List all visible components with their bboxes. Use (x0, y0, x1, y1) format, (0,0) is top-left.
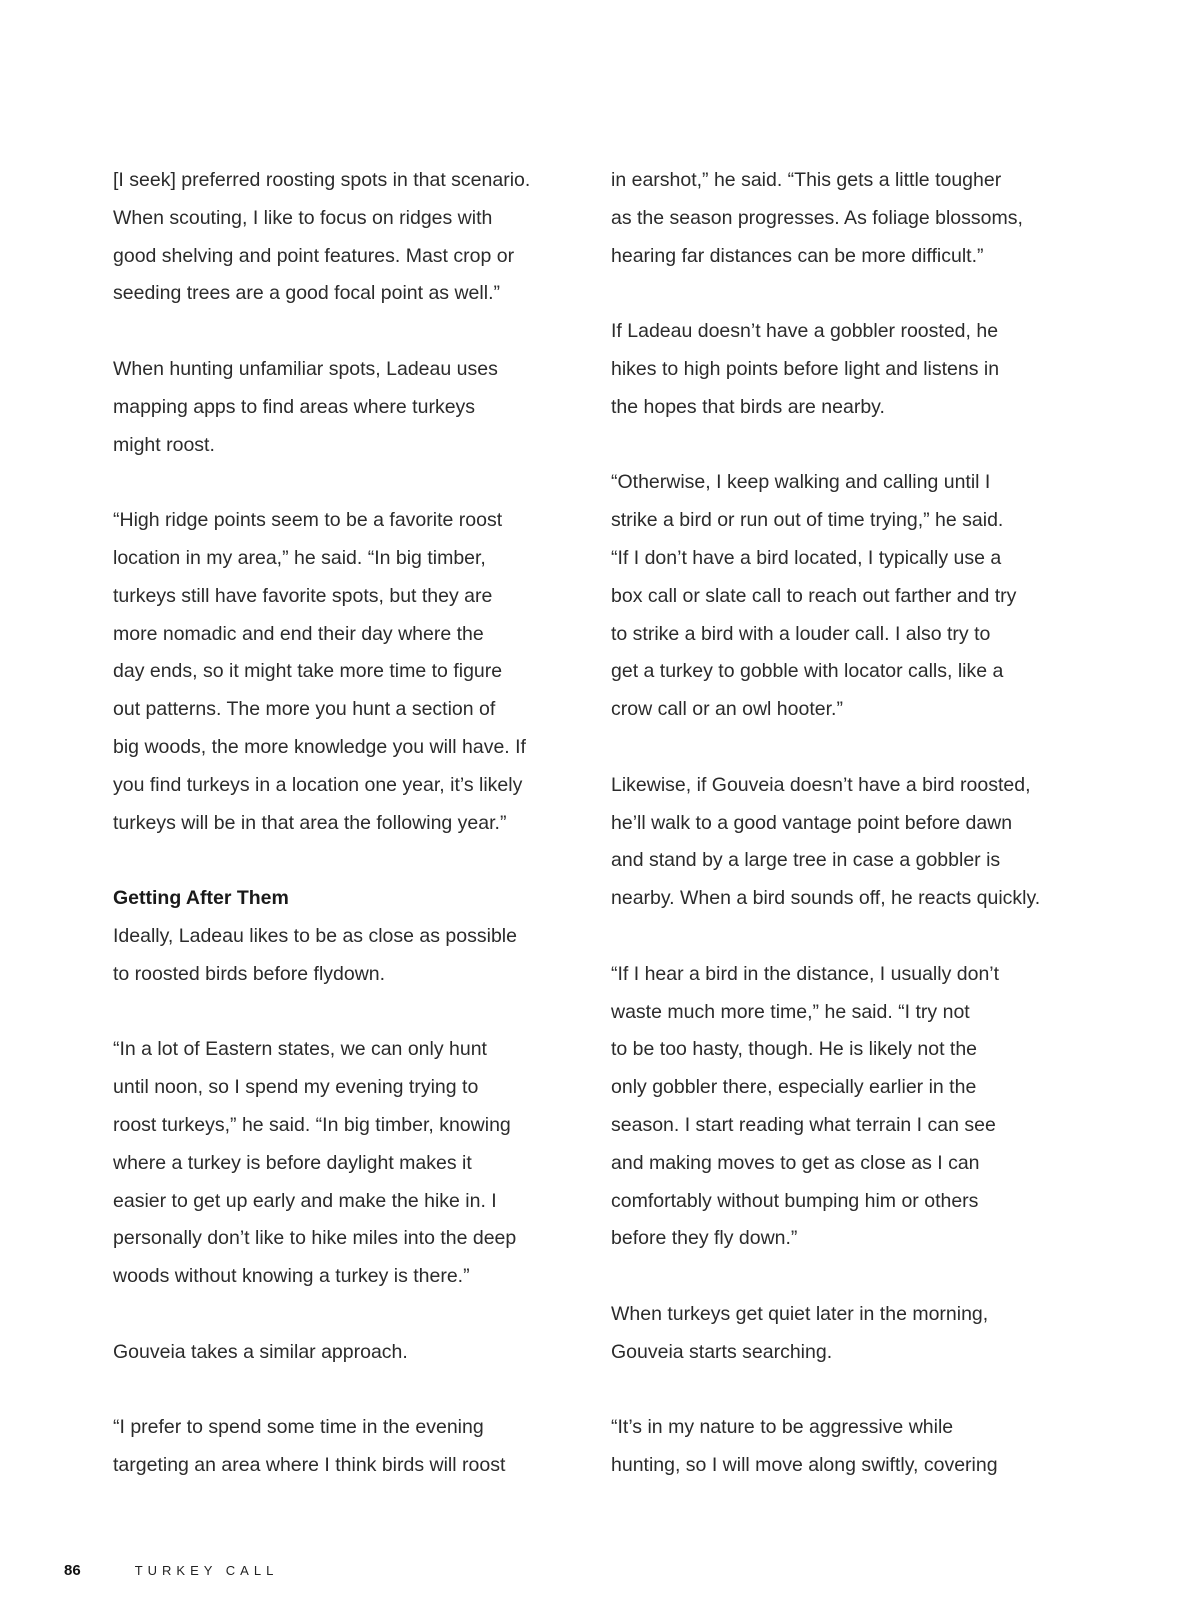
paragraph-gap (611, 1258, 1081, 1296)
text-line: “If I don’t have a bird located, I typically use a (611, 546, 1002, 569)
text-line: to roosted birds before flydown. (113, 962, 386, 985)
text-line: season. I start reading what terrain I can see (611, 1113, 996, 1136)
text-line: woods without knowing a turkey is there.” (113, 1265, 470, 1288)
text-line: seeding trees are a good focal point as well.” (113, 282, 500, 305)
paragraph (611, 162, 1081, 275)
text-line: When turkeys get quiet later in the morning, (611, 1302, 989, 1325)
paragraph (113, 1031, 583, 1296)
paragraph-gap (611, 729, 1081, 767)
paragraph (611, 956, 1081, 1258)
text-line: targeting an area where I think birds will roost (113, 1454, 506, 1477)
text-line: to strike a bird with a louder call. I also try to (611, 622, 991, 645)
paragraph (611, 464, 1081, 729)
paragraph (113, 1334, 583, 1372)
page-number: 86 (64, 1562, 81, 1579)
text-line: Likewise, if Gouveia doesn’t have a bird roosted, (611, 773, 1031, 796)
text-line: strike a bird or run out of time trying,” he said. (611, 509, 1004, 532)
text-line: more nomadic and end their day where the (113, 622, 484, 645)
paragraph-gap (611, 275, 1081, 313)
text-line: crow call or an owl hooter.” (611, 698, 843, 721)
text-line: Gouveia takes a similar approach. (113, 1340, 408, 1363)
text-line: easier to get up early and make the hike in. I (113, 1189, 497, 1212)
text-line: as the season progresses. As foliage blossoms, (611, 206, 1023, 229)
text-line: “In a lot of Eastern states, we can only hunt (113, 1038, 487, 1061)
text-line: hearing far distances can be more difficult.” (611, 244, 984, 267)
paragraph (611, 1296, 1081, 1372)
text-line: waste much more time,” he said. “I try not (611, 1000, 970, 1023)
text-line: location in my area,” he said. “In big timber, (113, 546, 486, 569)
text-line: you find turkeys in a location one year, it’s likely (113, 773, 523, 796)
text-line: the hopes that birds are nearby. (611, 395, 885, 418)
text-line: When scouting, I like to focus on ridges with (113, 206, 493, 229)
text-line: out patterns. The more you hunt a section of (113, 698, 496, 721)
paragraph-gap (113, 1372, 583, 1410)
text-line: “It’s in my nature to be aggressive while (611, 1416, 954, 1439)
text-line: If Ladeau doesn’t have a gobbler roosted, he (611, 320, 999, 343)
paragraph (611, 1409, 1081, 1485)
text-line: before they fly down.” (611, 1227, 798, 1250)
paragraph-gap (113, 994, 583, 1032)
text-line: where a turkey is before daylight makes it (113, 1151, 472, 1174)
text-line: in earshot,” he said. “This gets a little tougher (611, 169, 1002, 191)
text-line: turkeys still have favorite spots, but they are (113, 584, 493, 607)
text-line: to be too hasty, though. He is likely not the (611, 1038, 978, 1061)
text-line: roost turkeys,” he said. “In big timber, knowing (113, 1113, 511, 1136)
paragraph-gap (611, 1372, 1081, 1410)
text-line: “High ridge points seem to be a favorite roost (113, 509, 503, 532)
text-line: might roost. (113, 433, 215, 456)
paragraph-gap (113, 1296, 583, 1334)
paragraph-gap (611, 918, 1081, 956)
text-line: good shelving and point features. Mast crop or (113, 244, 515, 267)
paragraph (113, 351, 583, 464)
magazine-title: TURKEY CALL (134, 1563, 279, 1578)
text-line: Gouveia starts searching. (611, 1340, 833, 1363)
text-line: Ideally, Ladeau likes to be as close as possible (113, 924, 517, 947)
right-column (611, 162, 1081, 1485)
paragraph-gap (113, 842, 583, 880)
text-line: “If I hear a bird in the distance, I usually don’t (611, 962, 1000, 985)
text-line: until noon, so I spend my evening trying to (113, 1076, 479, 1099)
text-line: When hunting unfamiliar spots, Ladeau uses (113, 357, 498, 380)
paragraph (611, 313, 1081, 426)
text-line: and stand by a large tree in case a gobbler is (611, 849, 1001, 872)
text-line: comfortably without bumping him or others (611, 1189, 979, 1212)
text-line: “I prefer to spend some time in the evening (113, 1416, 484, 1439)
text-line: nearby. When a bird sounds off, he reacts quickly. (611, 887, 1041, 910)
paragraph-gap (611, 427, 1081, 465)
text-line: hikes to high points before light and listens in (611, 357, 1000, 380)
text-line: get a turkey to gobble with locator calls, like a (611, 660, 1004, 683)
text-line: day ends, so it might take more time to figure (113, 660, 503, 683)
paragraph (113, 162, 583, 313)
left-column (113, 162, 583, 1485)
paragraph (113, 502, 583, 842)
text-line: mapping apps to find areas where turkeys (113, 395, 476, 418)
text-line: hunting, so I will move along swiftly, covering (611, 1454, 998, 1477)
paragraph-gap (113, 464, 583, 502)
section-heading: Getting After Them (113, 887, 289, 910)
text-line: “Otherwise, I keep walking and calling until I (611, 471, 991, 494)
text-line: only gobbler there, especially earlier in the (611, 1076, 977, 1099)
paragraph (113, 918, 583, 994)
paragraph-gap (113, 313, 583, 351)
text-line: personally don’t like to hike miles into the deep (113, 1227, 517, 1250)
text-line: [I seek] preferred roosting spots in that scenario. (113, 169, 531, 191)
paragraph (113, 1409, 583, 1485)
text-line: turkeys will be in that area the following year.” (113, 811, 507, 834)
text-line: and making moves to get as close as I can (611, 1151, 980, 1174)
text-line: box call or slate call to reach out farther and try (611, 584, 1017, 607)
page-footer (64, 1562, 278, 1579)
text-line: big woods, the more knowledge you will have. If (113, 735, 526, 758)
text-line: he’ll walk to a good vantage point before dawn (611, 811, 1013, 834)
paragraph (611, 767, 1081, 918)
